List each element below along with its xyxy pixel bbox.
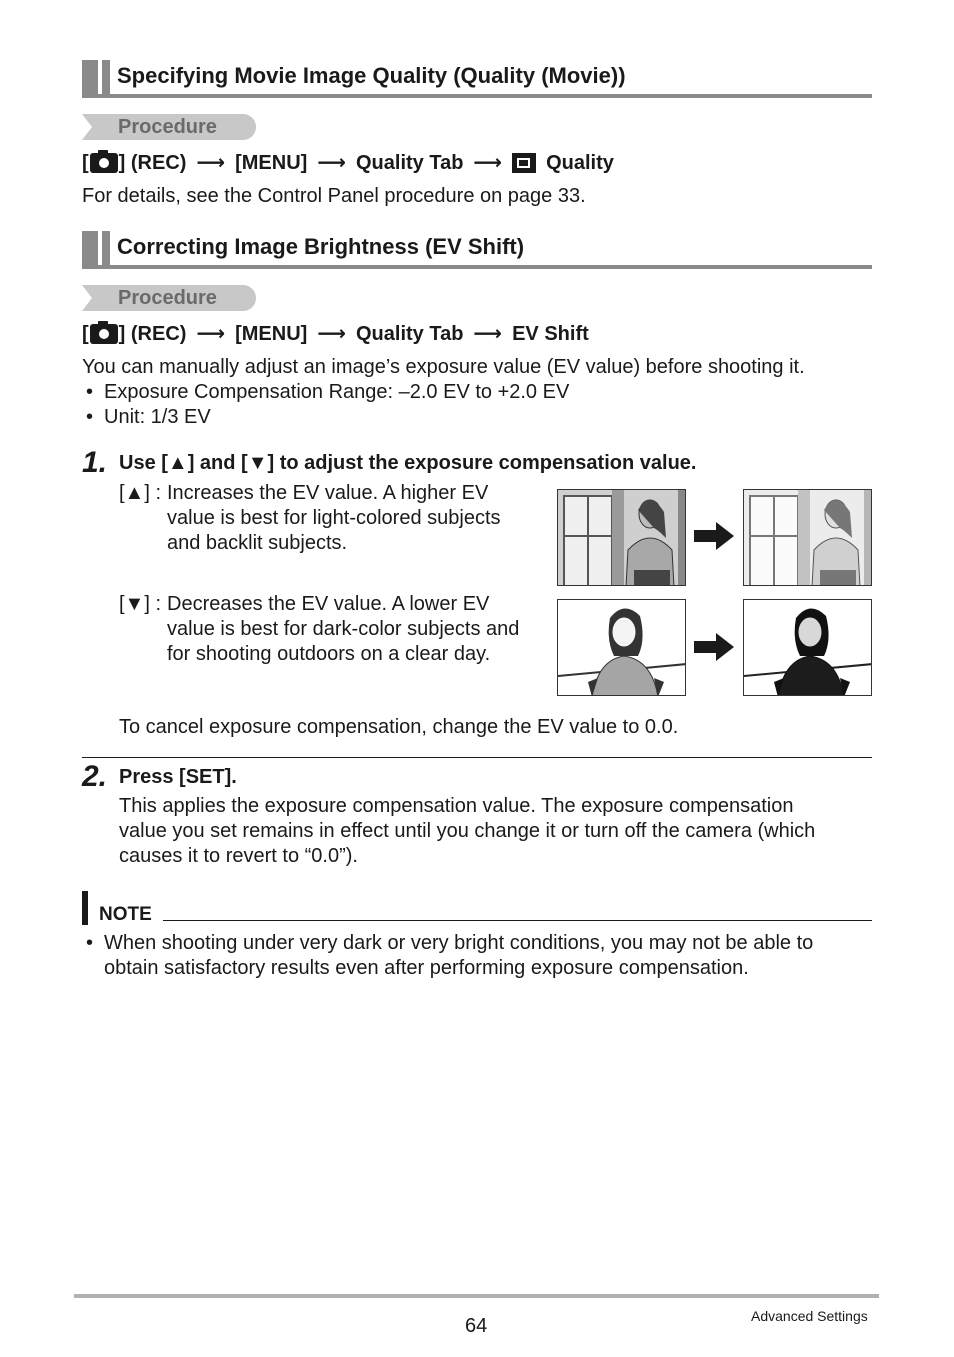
footer-section-name: Advanced Settings	[751, 1308, 868, 1324]
procedure-label: Procedure	[118, 287, 217, 309]
note-bar	[82, 891, 88, 925]
section-heading-ev-shift	[82, 231, 872, 269]
procedure-tag	[82, 114, 256, 140]
up-desc-line: Increases the EV value. A higher EV	[167, 482, 489, 504]
step-heading: Press [SET].	[119, 766, 237, 788]
details-text: For details, see the Control Panel procedure on page 33.	[82, 185, 586, 207]
arrow-right-icon	[694, 633, 734, 661]
arrow-icon: ⟶	[317, 323, 346, 345]
arrow-icon: ⟶	[473, 323, 503, 345]
footer-rule	[74, 1294, 879, 1298]
note-continuation: obtain satisfactory results even after performing exposure compensation.	[104, 957, 749, 979]
photo-after-dark	[743, 599, 872, 696]
arrow-icon: ⟶	[196, 152, 226, 174]
heading-bar	[102, 231, 110, 267]
page-number: 64	[465, 1315, 488, 1337]
section-title: Specifying Movie Image Quality (Quality (Movie))	[117, 63, 626, 88]
note-rule	[163, 920, 872, 921]
arrow-icon: ⟶	[317, 152, 346, 174]
up-key-label: [▲] :	[119, 482, 162, 504]
camera-icon	[90, 324, 118, 344]
heading-rule	[82, 94, 872, 98]
step-body-line: value you set remains in effect until you change it or turn off the camera (which	[119, 820, 816, 842]
up-desc-line: value is best for light-colored subjects	[167, 507, 501, 529]
heading-bar	[82, 60, 98, 96]
up-desc-line: and backlit subjects.	[167, 532, 348, 554]
arrow-icon: ⟶	[196, 323, 226, 345]
step-number: 1.	[82, 446, 108, 479]
step-heading: Use [▲] and [▼] to adjust the exposure compensation value.	[119, 452, 697, 474]
procedure-label: Procedure	[118, 116, 217, 138]
procedure-tag	[82, 285, 256, 311]
chevron-icon	[82, 285, 92, 311]
step-body-line: causes it to revert to “0.0”).	[119, 845, 358, 867]
arrow-icon: ⟶	[473, 152, 503, 174]
chevron-icon	[82, 114, 92, 140]
photo-after-bright	[743, 489, 872, 586]
camera-icon	[90, 153, 118, 173]
list-item: • Unit: 1/3 EV	[86, 406, 211, 428]
down-desc-line: Decreases the EV value. A lower EV	[167, 593, 490, 615]
down-desc-line: value is best for dark-color subjects and	[167, 618, 520, 640]
photo-before-bright	[557, 489, 686, 586]
list-item: • When shooting under very dark or very bright conditions, you may not be able to	[86, 932, 814, 954]
list-item: • Exposure Compensation Range: –2.0 EV to +2.0 EV	[86, 381, 570, 403]
intro-text: You can manually adjust an image’s exposure value (EV value) before shooting it.	[82, 356, 805, 378]
step-body-line: This applies the exposure compensation value. The exposure compensation	[119, 795, 794, 817]
heading-bar	[82, 231, 98, 267]
section-heading-movie-quality	[82, 60, 872, 98]
menu-path: [ ] (REC) ⟶ [MENU] ⟶ Quality Tab ⟶ Quality	[82, 152, 614, 174]
down-desc-line: for shooting outdoors on a clear day.	[167, 643, 491, 665]
heading-rule	[82, 265, 872, 269]
cancel-text: To cancel exposure compensation, change the EV value to 0.0.	[119, 716, 679, 738]
movie-quality-icon	[512, 153, 536, 173]
menu-path: [ ] (REC) ⟶ [MENU] ⟶ Quality Tab ⟶ EV Shift	[82, 323, 589, 345]
step-number: 2.	[82, 760, 108, 793]
section-title: Correcting Image Brightness (EV Shift)	[117, 234, 525, 259]
divider	[82, 757, 872, 758]
heading-bar	[102, 60, 110, 96]
photo-before-dark	[557, 599, 686, 696]
down-key-label: [▼] :	[119, 593, 162, 615]
arrow-right-icon	[694, 522, 734, 550]
note-label: NOTE	[99, 904, 152, 925]
